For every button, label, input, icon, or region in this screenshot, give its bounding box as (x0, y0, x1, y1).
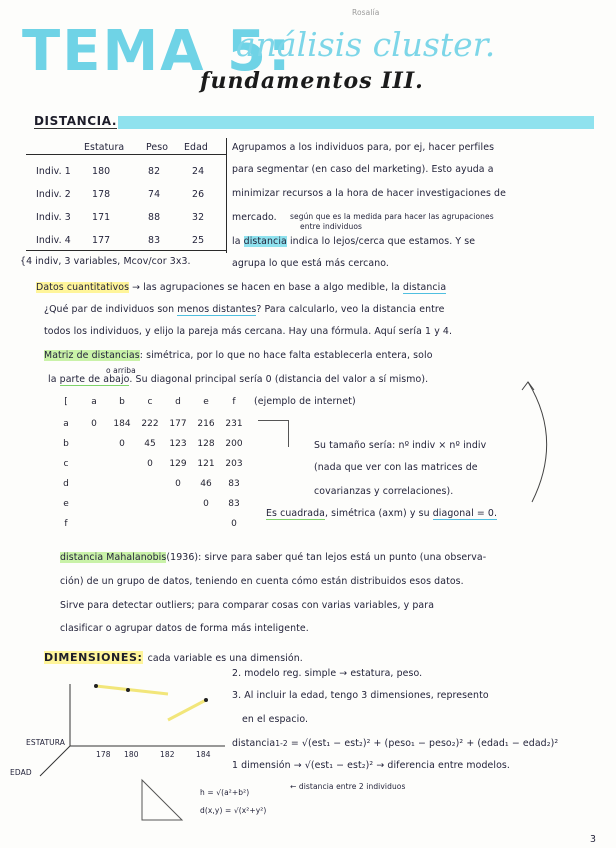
table-cell: 180 (92, 166, 111, 177)
matrix-cell (80, 434, 108, 454)
term-parte-abajo: parte de abajo (59, 374, 130, 385)
page-subtitle: análisis cluster. (236, 25, 496, 64)
table-divider (226, 138, 227, 253)
matrix-cell: 216 (197, 419, 215, 429)
table-cell: 83 (148, 235, 161, 246)
page-number: 3 (590, 834, 597, 845)
matriz-line (44, 350, 433, 361)
matrix-cell (164, 494, 192, 514)
matrix-cell: 45 (144, 439, 156, 449)
axis-label-x: EDAD (10, 768, 32, 777)
m-text: . Su diagonal principal sería 0 (distancia del valor a sí mismo). (129, 374, 429, 385)
matrix-cell: 83 (228, 479, 240, 489)
distance-matrix (52, 392, 248, 412)
line-cuantitativos (36, 282, 446, 293)
m-note: o arriba (106, 366, 136, 375)
insert-note: según que es la medida para hacer las agrupaciones (290, 212, 494, 221)
matrix-cell: 83 (228, 499, 240, 509)
term-menos-distantes: menos distantes (177, 304, 257, 315)
table-cell: Indiv. 4 (36, 235, 71, 246)
matrix-cell: 231 (225, 419, 243, 429)
matriz-line-2 (48, 374, 428, 385)
page-title: TEMA 5: (22, 19, 293, 84)
matrix-side-note: Su tamaño sería: nº indiv × nº indiv (314, 440, 487, 451)
table-cell: 25 (192, 235, 205, 246)
triangle-sketch (136, 776, 188, 826)
matrix-cell: 46 (200, 479, 212, 489)
matrix-header-row (52, 392, 248, 412)
table-cell: 178 (92, 189, 111, 200)
pythagoras-note: ← distancia entre 2 individuos (290, 782, 406, 791)
table-cell: 171 (92, 212, 111, 223)
para-word: la (232, 236, 241, 247)
matrix-cell (192, 514, 220, 534)
table-cell: 26 (192, 189, 205, 200)
line-text: → las agrupaciones se hacen en base a algo medible, la (132, 282, 400, 293)
table-caption: {4 indiv, 3 variables, Mcov/cor 3x3. (20, 256, 191, 267)
matrix-side-note-4 (266, 508, 497, 519)
axis-label-y: ESTATURA (26, 738, 65, 747)
matrix-note: (ejemplo de internet) (254, 396, 356, 407)
m-text: : simétrica, por lo que no hace falta establecerla entera, solo (139, 350, 433, 361)
matrix-col-label: a (91, 397, 97, 407)
term-datos-cuantitativos: Datos cuantitativos (36, 282, 130, 293)
matrix-cell (164, 514, 192, 534)
dim-text: cada variable es una dimensión. (147, 653, 303, 664)
matrix-col-label: c (147, 397, 153, 407)
axis-sketch (10, 676, 230, 786)
matrix-col-label: e (203, 397, 209, 407)
section-heading-distancia: DISTANCIA. (34, 114, 117, 128)
matrix-cell: 129 (169, 459, 187, 469)
formula-label: 1 dimensión → (232, 760, 302, 771)
table-cell: 32 (192, 212, 205, 223)
matrix-cell (80, 474, 108, 494)
term-diagonal: diagonal = 0. (432, 508, 498, 519)
axis-tick: 182 (160, 750, 175, 759)
matrix-row (52, 474, 248, 494)
matrix-row (52, 454, 248, 474)
matrix-cell (136, 474, 164, 494)
matrix-row (52, 414, 248, 434)
matrix-col-label: f (232, 397, 236, 407)
formula-body: = √(est₁ − est₂)² + (peso₁ − peso₂)² + (edad₁ − edad₂)² (290, 738, 559, 749)
matrix-row-label: e (63, 499, 69, 509)
curved-arrow (520, 378, 560, 508)
para-line: para segmentar (en caso del marketing). Esto ayuda a (232, 164, 494, 175)
matrix-cell: 177 (169, 419, 187, 429)
matrix-row-label: d (63, 479, 69, 489)
table-cell: 177 (92, 235, 111, 246)
table-cell: Indiv. 2 (36, 189, 71, 200)
para-line: agrupa lo que está más cercano. (232, 258, 389, 269)
page-subtitle-2: fundamentos III. (200, 68, 424, 94)
matrix-cell (108, 454, 136, 474)
matrix-cell: 0 (175, 479, 181, 489)
term-matriz-distancias: Matriz de distancias (44, 350, 140, 361)
matrix-cell: 222 (141, 419, 159, 429)
para-line: minimizar recursos a la hora de hacer investigaciones de (232, 188, 506, 199)
section-heading-dimensiones: DIMENSIONES: (44, 651, 143, 664)
matrix-row-label: b (63, 439, 69, 449)
axis-tick: 178 (96, 750, 111, 759)
table-cell: 74 (148, 189, 161, 200)
matrix-cell (80, 514, 108, 534)
mahalanobis-line (60, 552, 486, 563)
matrix-cell (80, 494, 108, 514)
matrix-cell: 0 (231, 519, 237, 529)
dim-line: en el espacio. (242, 714, 309, 725)
term-cuadrada: Es cuadrada (266, 508, 325, 519)
mahalanobis-line: clasificar o agrupar datos de forma más inteligente. (60, 623, 309, 634)
matrix-cell: 200 (225, 439, 243, 449)
matrix-cell: 0 (91, 419, 97, 429)
axis-tick: 184 (196, 750, 211, 759)
table-rule (26, 250, 226, 251)
question-line-2: todos los individuos, y elijo la pareja más cercana. Hay una fórmula. Aquí sería 1 y 4. (44, 326, 453, 337)
q-text: ¿Qué par de individuos son (44, 304, 175, 315)
table-header: Peso (146, 142, 169, 153)
matrix-row-label: f (64, 519, 68, 529)
matrix-side-note: covarianzas y correlaciones). (314, 486, 454, 497)
table-cell: Indiv. 1 (36, 166, 71, 177)
matrix-cell (136, 514, 164, 534)
matrix-cell: 128 (197, 439, 215, 449)
para-word: indica lo lejos/cerca que estamos. Y se (289, 236, 476, 247)
term-distancia-2: distancia (402, 282, 447, 293)
formula-body: √(est₁ − est₂)² (304, 760, 374, 771)
table-cell: 82 (148, 166, 161, 177)
table-cell: Indiv. 3 (36, 212, 71, 223)
pythagoras-formula-2: d(x,y) = √(x²+y²) (200, 806, 267, 815)
term-distancia: distancia (243, 236, 287, 247)
dimensiones-line (44, 646, 303, 665)
matrix-col-label: b (119, 397, 125, 407)
matrix-cell: 184 (113, 419, 131, 429)
para-line: Agrupamos a los individuos para, por ej, hacer perfiles (232, 142, 495, 153)
matrix-cell (108, 474, 136, 494)
matrix-cell: 0 (119, 439, 125, 449)
term-mahalanobis: distancia Mahalanobis (60, 552, 167, 563)
corner-note: Rosalía (352, 8, 380, 17)
pythagoras-formula: h = √(a²+b²) (200, 788, 250, 797)
table-header: Edad (184, 142, 208, 153)
matrix-row-label: c (63, 459, 69, 469)
matrix-cell: 0 (147, 459, 153, 469)
caption-text: 4 indiv, 3 variables, Mcov/cor 3x3. (26, 256, 191, 267)
q-text: ? Para calcularlo, veo la distancia entre (256, 304, 445, 315)
table-rule (26, 154, 226, 155)
matrix-cell: 0 (203, 499, 209, 509)
table-header: Estatura (84, 142, 125, 153)
matrix-cell: 121 (197, 459, 215, 469)
matrix-cell (108, 514, 136, 534)
axis-tick: 180 (124, 750, 139, 759)
insert-note-2: entre individuos (300, 222, 363, 231)
matrix-col-label: d (175, 397, 181, 407)
formula-sub: 1-2 (275, 739, 288, 748)
formula-tail: → diferencia entre modelos. (376, 760, 510, 771)
distance-matrix-body (52, 414, 248, 534)
formula-distancia (232, 738, 558, 749)
mahalanobis-line: ción) de un grupo de datos, teniendo en cuenta cómo están distribuidos esos datos. (60, 576, 464, 587)
matrix-row (52, 434, 248, 454)
matrix-cell (108, 494, 136, 514)
matrix-cell: [ (64, 397, 68, 407)
dim-line: 2. modelo reg. simple → estatura, peso. (232, 668, 423, 679)
mahalanobis-line: Sirve para detectar outliers; para comparar cosas con varias variables, y para (60, 600, 435, 611)
dim-line: 3. Al incluir la edad, tengo 3 dimensiones, represento (232, 690, 489, 701)
matrix-cell (136, 494, 164, 514)
matrix-side-note: (nada que ver con las matrices de (314, 462, 478, 473)
table-cell: 24 (192, 166, 205, 177)
table-cell: 88 (148, 212, 161, 223)
para-line: mercado. (232, 212, 277, 223)
side-text: , simétrica (axm) y su (324, 508, 430, 519)
matrix-row-label: a (63, 419, 69, 429)
para-line (232, 236, 475, 247)
formula-label: distancia (232, 738, 276, 749)
matrix-cell: 203 (225, 459, 243, 469)
matrix-cell: 123 (169, 439, 187, 449)
arrow-line (258, 420, 289, 447)
matrix-row (52, 514, 248, 534)
matrix-cell (80, 454, 108, 474)
formula-1dim (232, 760, 510, 771)
question-line (44, 304, 445, 315)
m-text: la (48, 374, 57, 385)
mh-text: (1936): sirve para saber qué tan lejos está un punto (una observa- (166, 552, 487, 563)
heading-highlight-bar (118, 116, 594, 129)
matrix-row (52, 494, 248, 514)
